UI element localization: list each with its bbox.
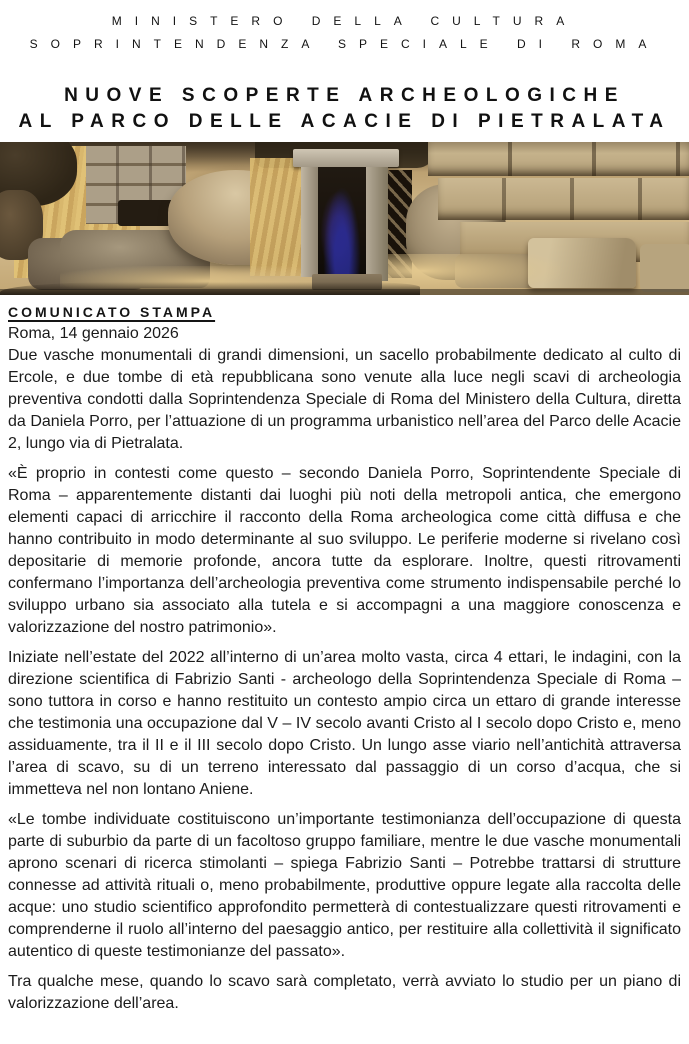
letterhead-line-ministry: MINISTERO DELLA CULTURA xyxy=(111,14,578,28)
excavation-photo xyxy=(0,142,689,295)
letterhead xyxy=(8,10,681,56)
photo-stone-course xyxy=(438,178,689,220)
photo-doorway-jamb xyxy=(301,167,318,277)
paragraph-4: «Le tombe individuate costituiscono un’importante testimonianza dell’occupazione di questa parte di suburbio da parte di un facoltoso gruppo familiare, mentre le due vasche monumentali aprono scenari di ricerca stimolanti – spiega Fabrizio Santi – Potrebbe trattarsi di strutture connesse ad attività rituali o, meno probabilmente, produttive oppure legate alla raccolta delle acque: uno studio scientifico approfondito permetterà di contestualizzare questi ritrovamenti e comprenderne il ruolo all’interno del paesaggio antico, per restituire alla collettività il significato autentico di queste testimonianze del passato». xyxy=(8,811,681,960)
press-release-body xyxy=(8,299,681,1015)
photo-doorway-jamb xyxy=(366,167,388,281)
press-release-label: COMUNICATO STAMPA xyxy=(8,304,216,320)
photo-doorway-interior xyxy=(318,167,366,281)
paragraph-5: Tra qualche mese, quando lo scavo sarà completato, verrà avviato lo studio per un piano di valorizzazione dell’area. xyxy=(8,973,681,1012)
letterhead-line-soprintendenza: SOPRINTENDENZA SPECIALE DI ROMA xyxy=(29,37,660,51)
photo-doorway-lintel xyxy=(293,149,399,167)
title-line-2: AL PARCO DELLE ACACIE DI PIETRALATA xyxy=(18,111,671,132)
title-line-1: NUOVE SCOPERTE ARCHEOLOGICHE xyxy=(64,85,625,106)
photo-stone-course xyxy=(428,142,689,176)
paragraph-2: «È proprio in contesti come questo – secondo Daniela Porro, Soprintendente Speciale di Roma – apparentemente distanti dai luoghi più noti della metropoli antica, che emergono elementi capaci di arricchire il racconto della Roma archeologica come città diffusa e che hanno contribuito in modo determinante al suo sviluppo. Le periferie moderne si rivelano così depositarie di memorie profonde, ancora tutte da esplorare. Inoltre, questi ritrovamenti confermano l’importanza dell’archeologia preventiva come strumento indispensabile perché lo sviluppo urbano sia associato alla tutela e si accompagni a una maggiore conoscenza e valorizzazione del nostro patrimonio». xyxy=(8,465,681,636)
paragraphs-container xyxy=(8,345,681,1015)
photo-bottom-shadow xyxy=(0,289,689,295)
photo-golden-patch xyxy=(250,158,308,276)
paragraph-3: Iniziate nell’estate del 2022 all’interno di un’area molto vasta, circa 4 ettari, le indagini, con la direzione scientifica di Fabrizio Santi - archeologo della Soprintendenza Speciale di Roma – sono tuttora in corso e hanno restituito un contesto ampio circa un ettaro di grande interesse che testimonia una occupazione dal V – IV secolo avanti Cristo al I secolo dopo Cristo e, meno assiduamente, tra il II e il III secolo dopo Cristo. Un lungo asse viario nell’antichità attraversa l’area di scavo, su di un terreno interessato dal passaggio di un corso d’acqua, che si immetteva nel non lontano Aniene. xyxy=(8,649,681,798)
document-title xyxy=(8,83,681,135)
photo-stone-block xyxy=(640,244,689,292)
paragraph-1: Due vasche monumentali di grandi dimensioni, un sacello probabilmente dedicato al culto di Ercole, e due tombe di età repubblicana sono venute alla luce negli scavi di archeologia preventiva condotti dalla Soprintendenza Speciale di Roma del Ministero della Cultura, diretta da Daniela Porro, per l’attuazione di un programma urbanistico nell’area del Parco delle Acacie 2, lungo via di Pietralata. xyxy=(8,347,681,452)
dateline: Roma, 14 gennaio 2026 xyxy=(8,325,179,342)
